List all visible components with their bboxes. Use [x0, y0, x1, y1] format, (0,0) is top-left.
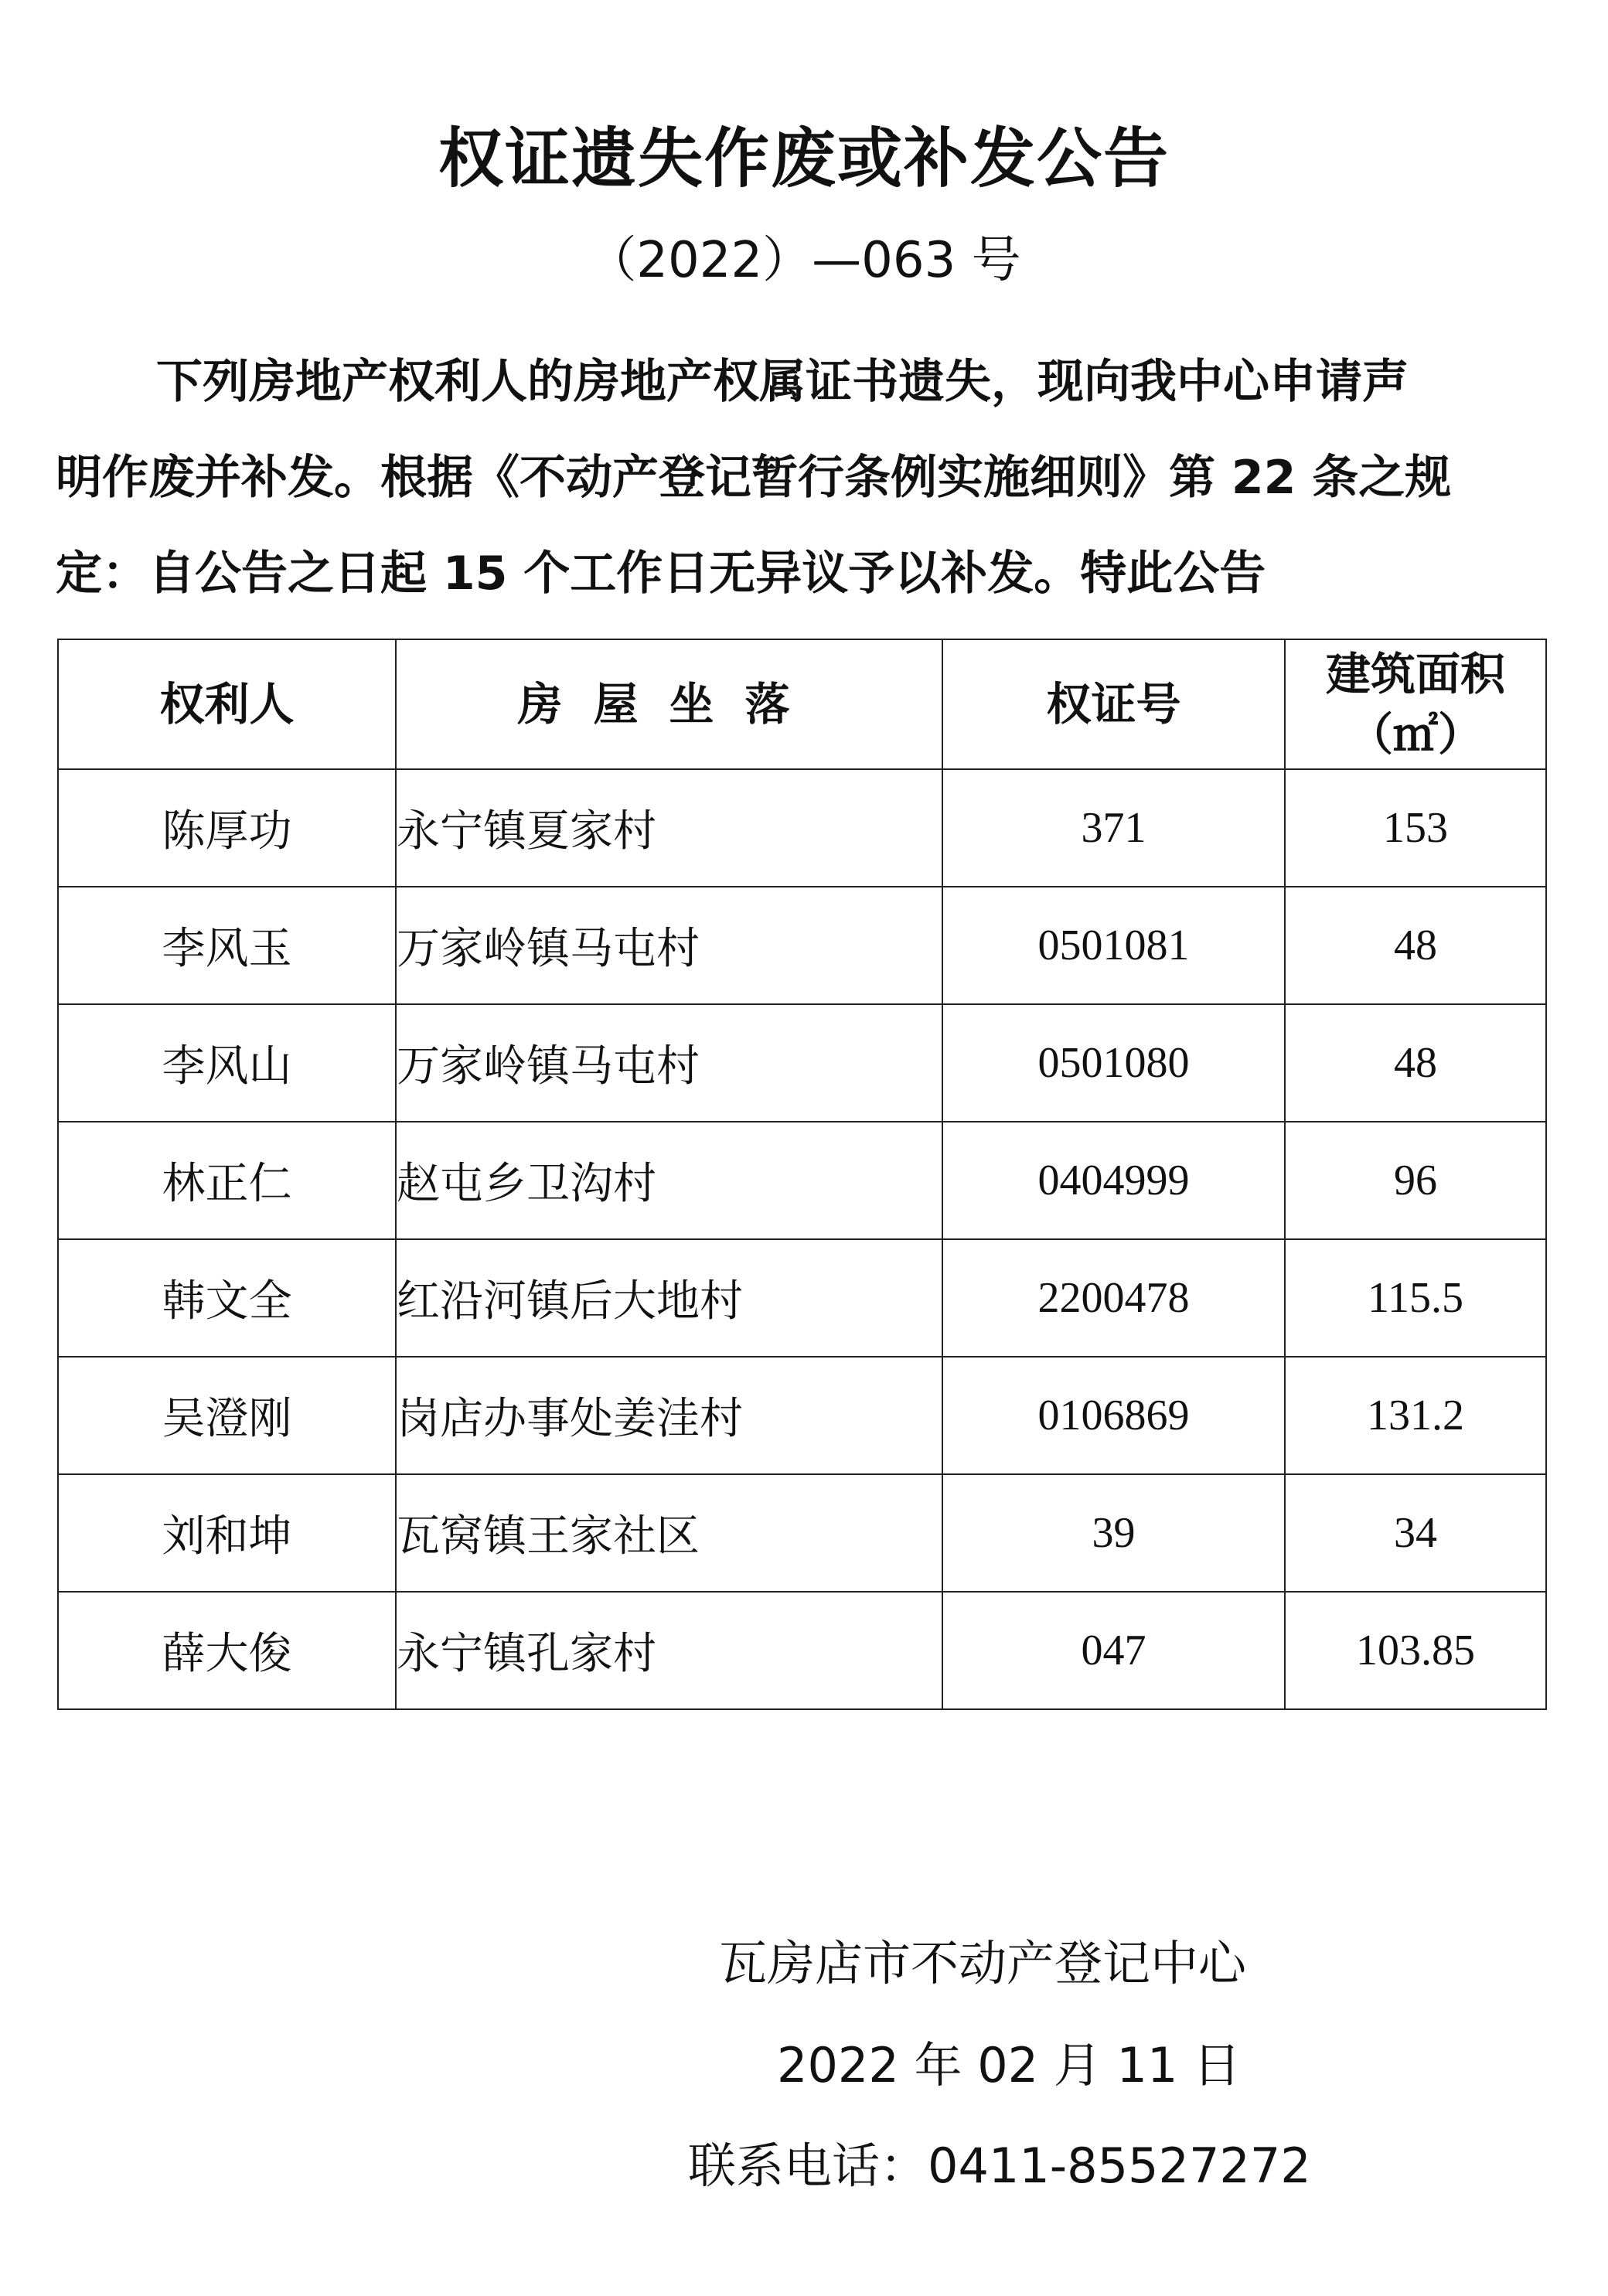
table-row [58, 1122, 1546, 1239]
cell-holder: 陈厚功 [58, 769, 396, 887]
cell-location: 岗店办事处姜洼村 [396, 1357, 942, 1474]
cell-location: 瓦窝镇王家社区 [396, 1474, 942, 1592]
paragraph-line-3: 定：自公告之日起 15 个工作日无异议予以补发。特此公告 [56, 547, 1266, 601]
header-area-line2: （㎡） [1347, 708, 1483, 761]
table-row [58, 1474, 1546, 1592]
cell-area: 115.5 [1285, 1239, 1546, 1357]
cell-area: 153 [1285, 769, 1546, 887]
table-row [58, 769, 1546, 887]
cell-location: 万家岭镇马屯村 [396, 1004, 942, 1122]
table-row [58, 887, 1546, 1004]
header-area-line1: 建筑面积 [1325, 648, 1505, 700]
cell-location: 红沿河镇后大地村 [396, 1239, 942, 1357]
header-cert: 权证号 [942, 639, 1285, 769]
header-holder: 权利人 [58, 639, 396, 769]
cell-cert: 0501080 [942, 1004, 1285, 1122]
cell-cert: 39 [942, 1474, 1285, 1592]
cell-cert: 0106869 [942, 1357, 1285, 1474]
cell-area: 48 [1285, 1004, 1546, 1122]
paragraph-line-2: 明作废并补发。根据《不动产登记暂行条例实施细则》第 22 条之规 [56, 451, 1452, 505]
table-row [58, 1357, 1546, 1474]
table-row [58, 1004, 1546, 1122]
cell-holder: 吴澄刚 [58, 1357, 396, 1474]
cell-cert: 2200478 [942, 1239, 1285, 1357]
cell-area: 34 [1285, 1474, 1546, 1592]
cell-holder: 林正仁 [58, 1122, 396, 1239]
table-row [58, 1592, 1546, 1709]
notice-paragraph [56, 334, 1555, 622]
table-header-row [58, 639, 1546, 769]
cell-cert: 0404999 [942, 1122, 1285, 1239]
cell-area: 131.2 [1285, 1357, 1546, 1474]
cell-area: 103.85 [1285, 1592, 1546, 1709]
cell-holder: 刘和坤 [58, 1474, 396, 1592]
notice-title: 权证遗失作废或补发公告 [438, 121, 1170, 196]
cell-cert: 371 [942, 769, 1285, 887]
records-table [57, 639, 1547, 1710]
table-row [58, 1239, 1546, 1357]
cell-cert: 047 [942, 1592, 1285, 1709]
cell-location: 万家岭镇马屯村 [396, 887, 942, 1004]
cell-holder: 薛大俊 [58, 1592, 396, 1709]
notice-number: （2022）—063 号 [587, 232, 1021, 289]
cell-location: 永宁镇孔家村 [396, 1592, 942, 1709]
cell-holder: 韩文全 [58, 1239, 396, 1357]
header-location: 房屋坐落 [396, 639, 942, 769]
cell-area: 96 [1285, 1122, 1546, 1239]
cell-holder: 李风玉 [58, 887, 396, 1004]
cell-location: 赵屯乡卫沟村 [396, 1122, 942, 1239]
cell-holder: 李风山 [58, 1004, 396, 1122]
cell-area: 48 [1285, 887, 1546, 1004]
cell-location: 永宁镇夏家村 [396, 769, 942, 887]
cell-cert: 0501081 [942, 887, 1285, 1004]
header-area [1285, 639, 1546, 769]
paragraph-line-1: 下列房地产权利人的房地产权属证书遗失，现向我中心申请声 [156, 355, 1409, 409]
